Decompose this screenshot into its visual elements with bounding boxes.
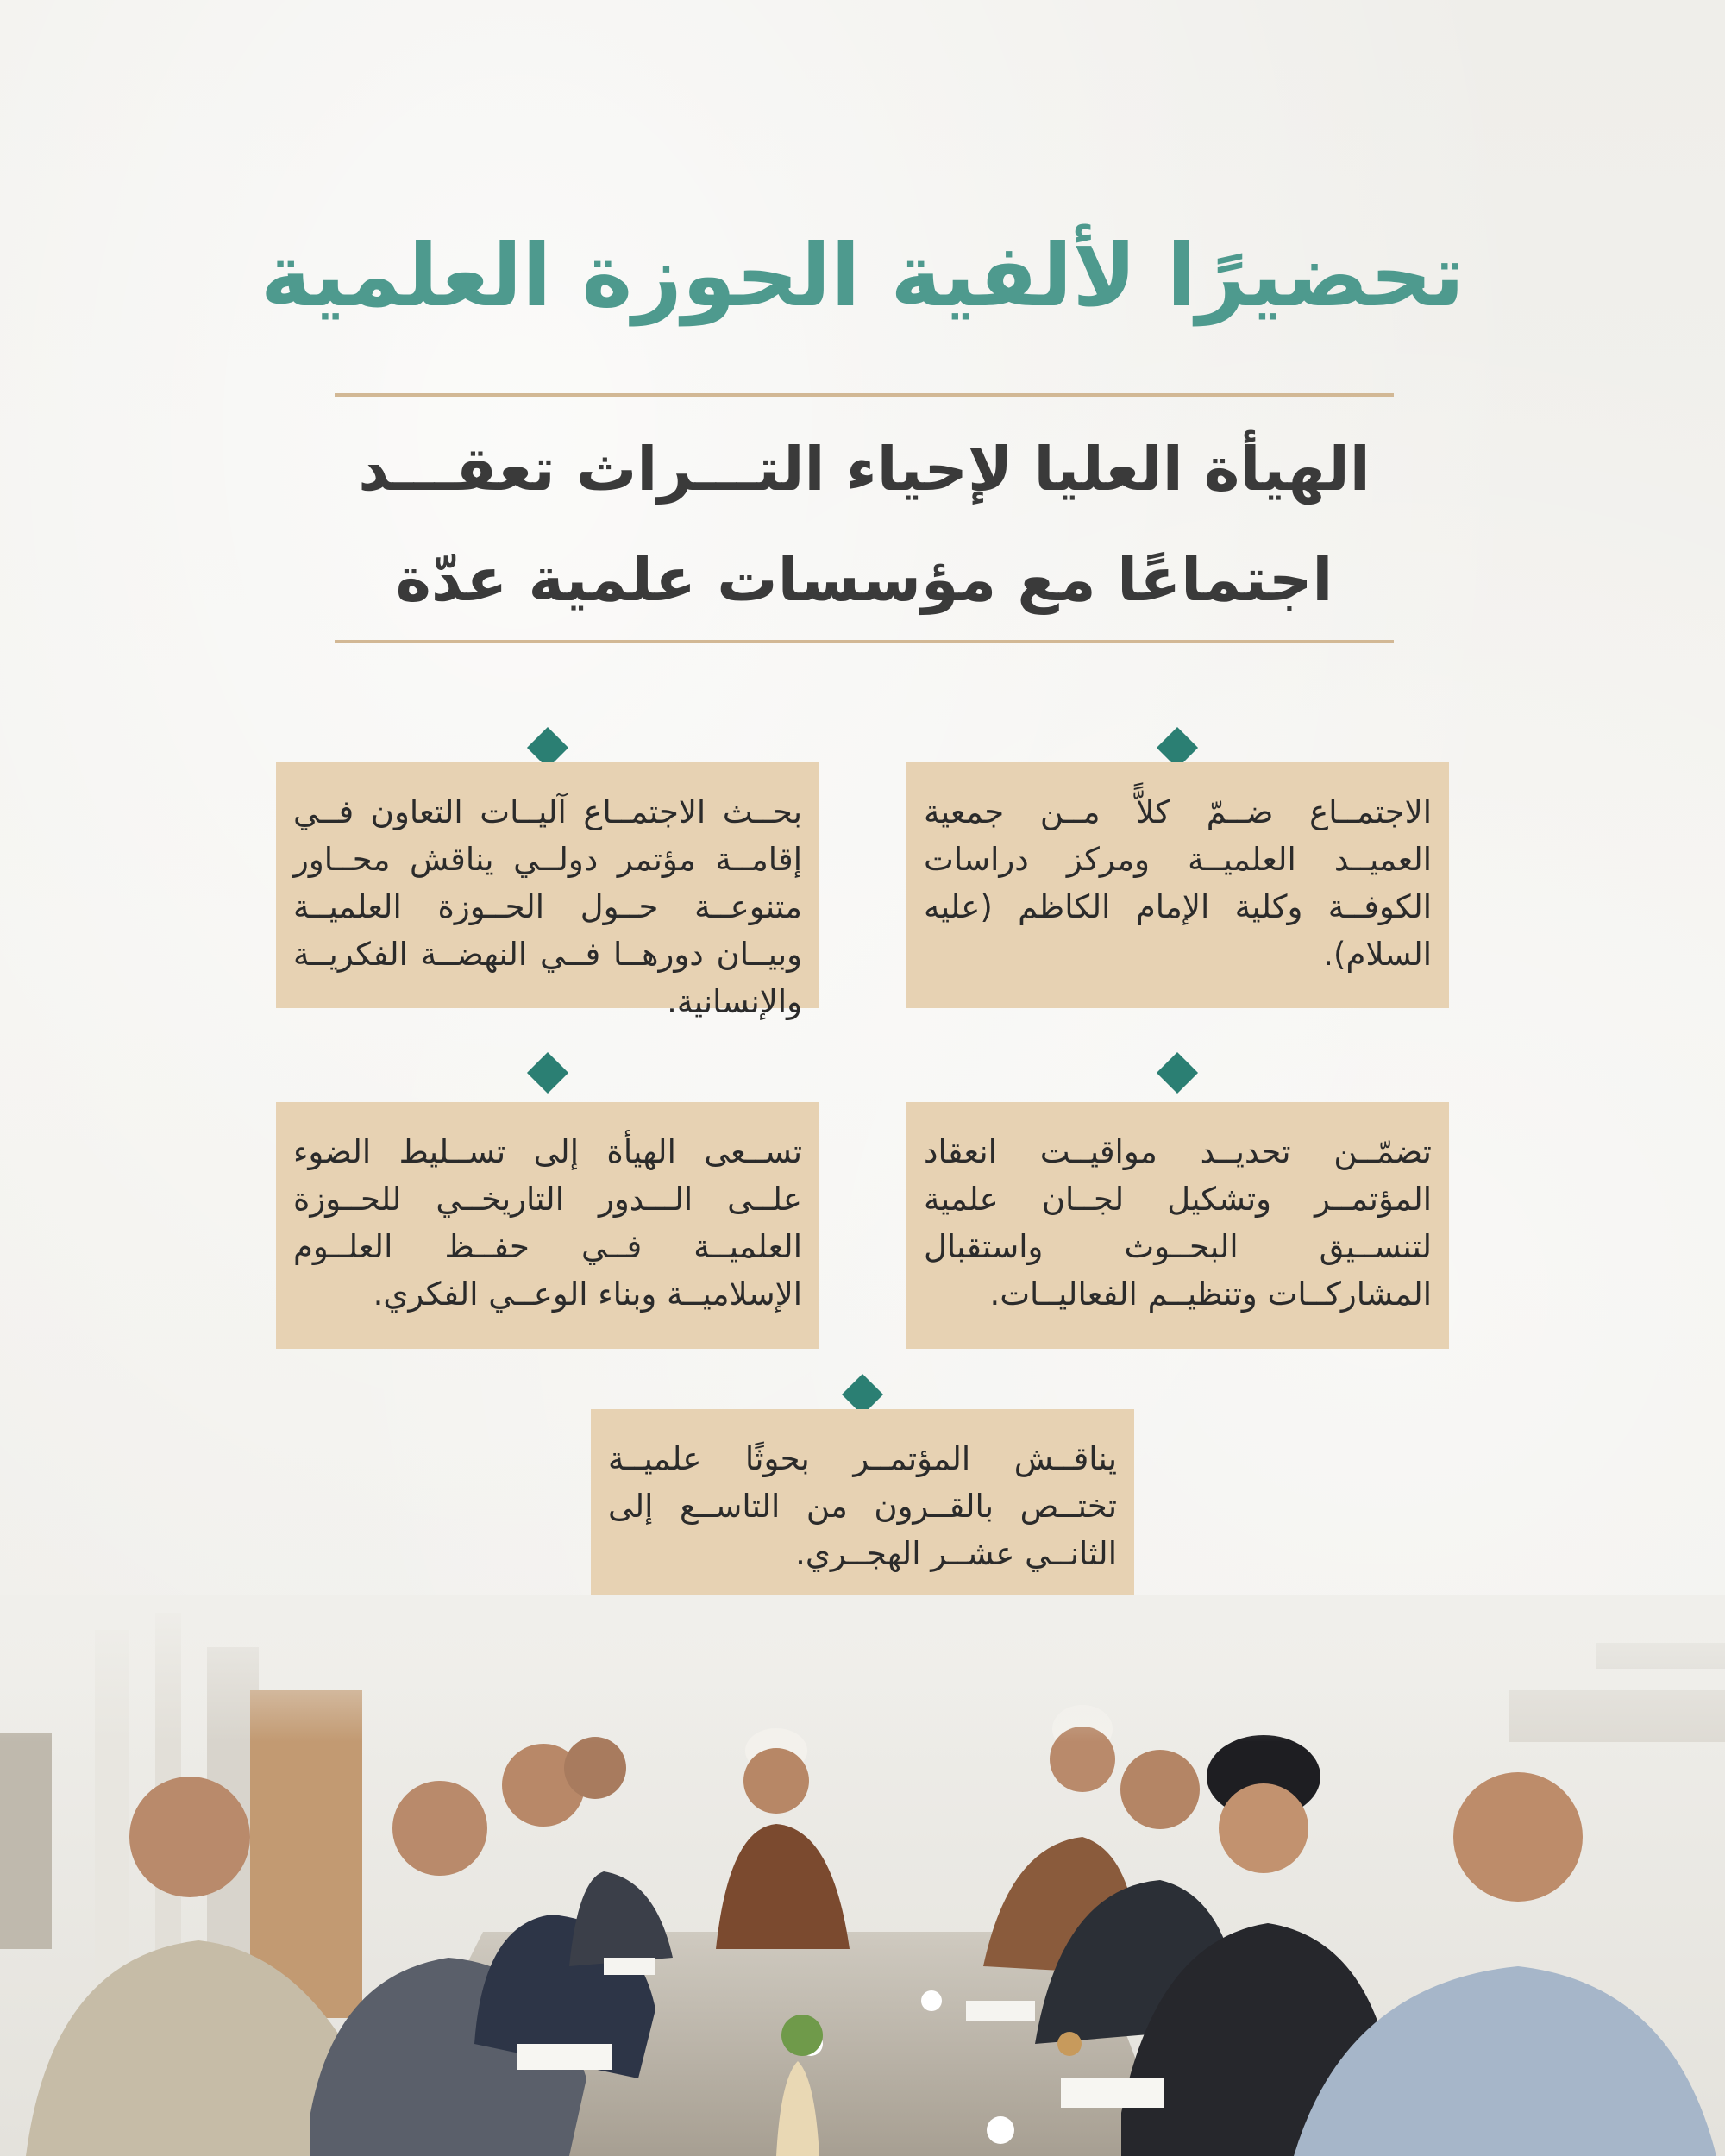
info-card-5-text: يناقــش المؤتمــر بحوثًا علميــة تختــص بالقــرون من التاســع إلى الثانــي عشــر الهجــري. bbox=[608, 1440, 1117, 1572]
info-card-4 bbox=[276, 1102, 819, 1349]
info-card-1-text: الاجتمــاع ضــمّ كلاًّ مــن جمعية العميــد العلميــة ومركز دراسات الكوفــة وكلية الإمام الكاظم (عليه السلام). bbox=[924, 793, 1432, 973]
title-divider-top bbox=[335, 393, 1394, 397]
info-card-2-text: بحــث الاجتمــاع آليــات التعاون فــي إقامــة مؤتمر دولــي يناقش محــاور متنوعــة حــول الحــوزة العلميــة وبيــان دورهــا فــي النهضــة الفكريــة والإنسانية. bbox=[293, 793, 802, 1020]
photo-fade bbox=[0, 1595, 1725, 1742]
diamond-icon bbox=[1157, 1052, 1198, 1094]
info-card-1 bbox=[906, 762, 1449, 1008]
subtitle bbox=[335, 414, 1394, 635]
info-card-5 bbox=[591, 1409, 1134, 1597]
subtitle-line-1: الهيأة العليا لإحياء التـــراث تعقـــد bbox=[358, 434, 1371, 505]
subtitle-line-2: اجتماعًا مع مؤسسات علمية عدّة bbox=[395, 544, 1333, 615]
page-title: تحضيرًا لألفية الحوزة العلمية bbox=[260, 225, 1465, 326]
title-divider-bottom bbox=[335, 640, 1394, 643]
info-card-4-text: تســعى الهيأة إلى تســليط الضوء علــى الـــدور التاريخــي للحــوزة العلميــة فــي حفــظ العلــوم الإسلاميــة وبناء الوعــي الفكري. bbox=[293, 1133, 802, 1313]
info-card-2 bbox=[276, 762, 819, 1020]
info-card-3-text: تضمّــن تحديــد مواقيــت انعقاد المؤتمــر وتشكيل لجــان علمية لتنســيق البحــوث واستقبال المشاركــات وتنظيــم الفعاليــات. bbox=[924, 1133, 1432, 1313]
diamond-icon bbox=[527, 1052, 568, 1094]
info-card-3 bbox=[906, 1102, 1449, 1349]
